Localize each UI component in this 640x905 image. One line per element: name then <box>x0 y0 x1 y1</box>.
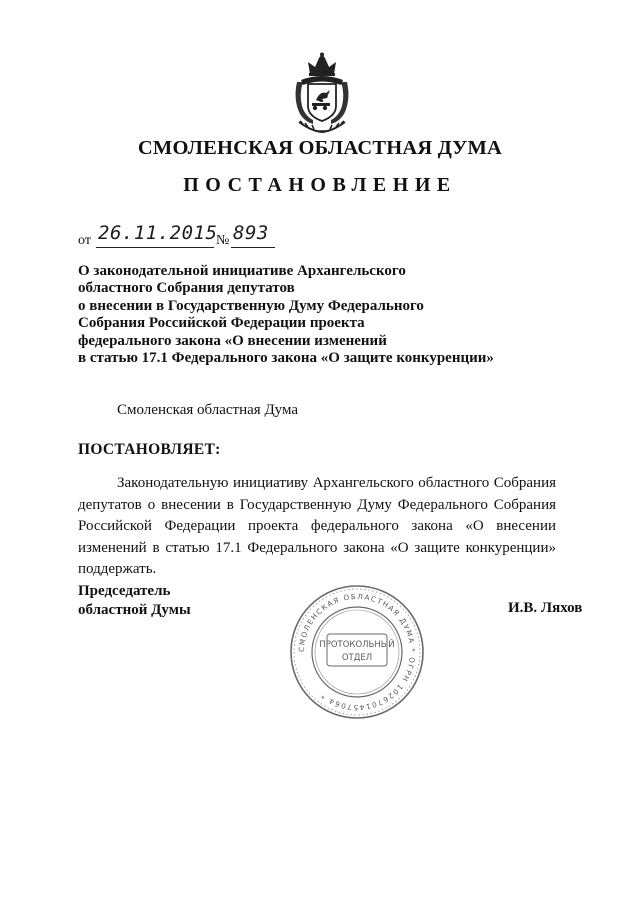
coat-of-arms-icon <box>291 52 353 134</box>
position-line: областной Думы <box>78 601 191 618</box>
seal-inner-line: ОТДЕЛ <box>341 653 373 663</box>
decree-text: Законодательную инициативу Архангельского областного Собрания депутатов о внесении в Государственную Думу Федерального Собрания Российской Федерации проекта федерального закона «О внесении изменений в статью 17.1 Федерального закона «О защите конкуренции» поддержать. <box>78 475 556 577</box>
seal-inner-line: ПРОТОКОЛЬНЫЙ <box>319 640 395 650</box>
official-seal-stamp <box>287 583 427 721</box>
subject-line: областного Собрания депутатов <box>78 280 295 297</box>
number-prefix: № <box>216 233 230 248</box>
handwritten-date: 26.11.2015 <box>98 222 218 244</box>
position-line: Председатель <box>78 583 171 599</box>
signatory-position <box>78 582 191 619</box>
organization-title: СМОЛЕНСКАЯ ОБЛАСТНАЯ ДУМА <box>137 137 503 159</box>
issuing-body: Смоленская областная Дума <box>117 402 299 418</box>
subject-line: федерального закона «О внесении изменений <box>78 332 387 349</box>
number-underline <box>231 247 275 248</box>
registration-line <box>78 222 298 248</box>
signatory-name: И.В. Ляхов <box>508 600 583 616</box>
subject-line: Собрания Российской Федерации проекта <box>78 315 365 332</box>
document-subject <box>78 263 538 367</box>
decree-heading: ПОСТАНОВЛЯЕТ: <box>78 441 221 458</box>
subject-line: О законодательной инициативе Архангельского <box>78 263 406 279</box>
date-prefix: от <box>78 233 91 248</box>
document-type: ПОСТАНОВЛЕНИЕ <box>183 174 457 196</box>
date-underline <box>96 247 214 248</box>
subject-line: о внесении в Государственную Думу Федерального <box>78 297 424 314</box>
subject-line: в статью 17.1 Федерального закона «О защите конкуренции» <box>78 350 494 367</box>
handwritten-number: 893 <box>233 222 269 244</box>
seal-ring-text: СМОЛЕНСКАЯ ОБЛАСТНАЯ ДУМА * ОГРН 1026701457064 * <box>296 591 418 713</box>
